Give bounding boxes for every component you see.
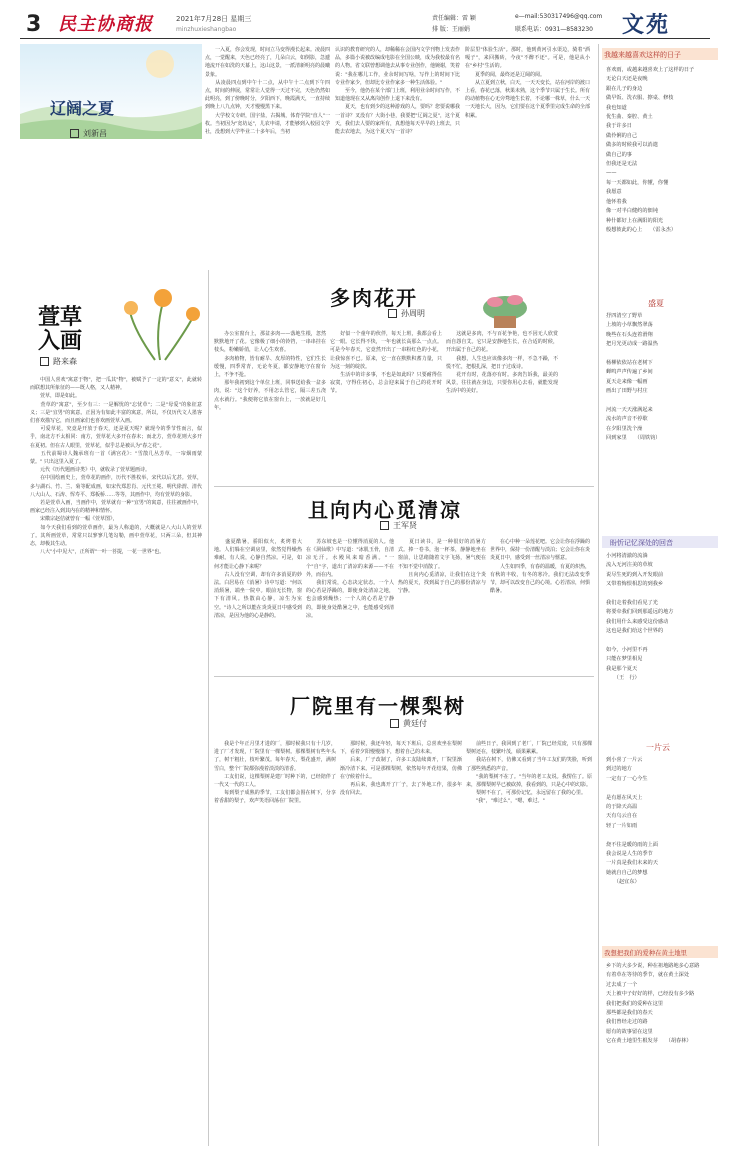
article-body-summer-col2: 认识的教育研究的人，却稀稀在会国内文学刊物上发表作品，多篇小说被改编成电影在全国公映，成为我校最有名的人物。省文联曾想调他去从事专业创作，他婉谢，笑着说："我在哪儿工作，业余时间写啥，写作上的时间下比专业作家少，但却比专业作家多一种生活体验。" 至今，他仍在某个部门上班，利用业余时间写作，不知道他现在又从离岗创作上退下来没有。 夏天，也有到少的这种游戏的人，要吗？您要说哪我一首诗？叉没有？大街小巷，我要把"辽阔之夏"，这个夏天，我们去人要的家所有，真想他每天早早的上班去，只能去农地去，为这个夏天写一首诗？ (335, 47, 460, 136)
poem-title-2: 盛夏 (648, 299, 664, 308)
poem-body-4: 到小喜了一片云 到过的地方 一定有了一心今生 是有愿在风天上 的于降天高温 天有乌云自在 轻了一片如雨 烧不住是暖的雨的上面 我会说是人生的季节 一片真是我们未来的天 她就自自己的梦想 （赵宜东） (606, 757, 658, 886)
layout-credit: 排 版：王丽娟 (432, 26, 470, 33)
article-author-summer (70, 128, 107, 139)
article-body-succulent-col2: 好似一个童年的伙伴，每天上班，我都会看上它一眼。它长得不快，一年也就长高那么一点点。可是今年春天，它竟然开出了一串粉红色的小花，让我惊喜不已。原来，它一直在默默积蓄力量，只为这一刻的绽放。 生活中的许多事，不也是如此吗？只要耐得住寂寞，守得住初心，总会迎来属于自己的花开时节。 (330, 331, 442, 395)
poem-title-4: 一片云 (646, 743, 670, 752)
author-name: 孙周明 (401, 309, 425, 318)
article-body-pear-col3: 前些日子，我回到了老厂，厂院已经荒废，只有那棵梨树还在，枝繁叶茂，硕果累累。 我站在树下，仿佛又看到了当年工友们的笑脸，听到了那些熟悉的声音。 "我的梨树不在了。"当年的老工友说。我愣住了。原来，那棵梨树早已被砍掉，我看到的，只是心中的幻影。 梨树不在了，可那份记忆，永远留在了我的心里。 "我"，"难过么"，"嗯，难过。" (466, 741, 592, 805)
article-author-pear (390, 718, 427, 729)
article-body-summer-col3: 阶层里"体验生活"。那时，他到黄河引水渠边，骑着"酒嘎子"，来回搬砖，今夜"不醉不还"。可是，他是从小在"乡村"生活的。 夏季的阅，最终还是辽阔的阅。 从立夏到立秋，白天，一天天变长，站在河岸的渡口上看，春花已落，秋果未熟，这个季节只属于生长。所有的动植物在心无旁骛地生长着，不论哪一株草，什么一天一天地长大，因为，它们要在这个夏季里完成生命的全部积累。 (465, 47, 590, 119)
author-name: 黄廷付 (403, 719, 427, 728)
succulent-illustration (470, 278, 540, 330)
section-title: 文苑 (622, 13, 671, 38)
article-body-pear-col2: 那时候，我还年轻，每天下班后，总喜欢坐在梨树下，看着夕阳慢慢落下，想着自己的未来。 后来，厂子改制了，许多工友陆续离开，厂院里渐渐冷清下来。可是那棵梨树，依然每年开花结果，仿佛在守候着什么。 再后来，我也离开了厂子，去了外地工作，很多年没有回去。 (340, 741, 462, 797)
brand-subtitle: minzhuxieshangbao (176, 26, 237, 33)
poem-title-3: 盼忻记忆深处的回音 (610, 539, 673, 547)
article-body-daylily: 中国人喜欢"寓意于物"，把一瓜其"物"，被赋予了一定的"意义"，此就转而联想其所象征的——既人格，又人精神。 萱草，即是如此。 萱草的"寓意"，至少有三：一是解忧的"忘忧草"；二是"母爱"的象征意义；三是"宜男"的寓意。正因为有如此丰富的寓意，所以，不仅历代文人墨客们喜欢描写它，而且画家们也喜欢画萱草入画。 可爱草花，究竟是开放于春天，还是夏天呢？就现今的季节性而言，似乎，南北方不太相同：南方，萱草花大多开在春末；而北方，萱草花则大多开在夏初。但在古人眼里，萱草花，似乎总是被认为"春之花"。 五代前蜀诗人魏承班有一首《满宫花》："雪散几丛芳草，一帘烟雨蒙蒙。" 只出这里入夏了。 元代《历代题画诗类》中，就收录了萱草题画诗。 在中国绘画史上，萱草花的画作，历代不胜枚举，宋代以后尤甚。萱草，多与湖石、竹、兰、菊等配成画，如宋代郑思肖、元代王冕、明代徐渭、清代八大山人、石涛、恽寿平、郑板桥……等等，其画作中，均有萱草的身影。 若是萱草入画，当画作中，萱草就有一种"宜男"的寓意，往往被画作中，画家已经注入到其内在的精神和情怀。 宋徽宗赵佶就曾有一幅《萱草图》， 如今天我们看到的萱草画作，最为人称道的，大概就是八大山人的萱草了。其所画萱草，常常只以寥寥几笔勾勒，画中萱草花，只两三朵，但其神态，却极其生动。 八大"小中见大"，正所谓"一叶一菩提，一花一世界"也。 (30, 377, 202, 556)
brand-title: 民主协商报 (58, 14, 153, 35)
article-title-succulent: 多肉花开 (330, 286, 418, 310)
article-body-cool-col3: 夏日读书，是一种很好的消暑方式。捧一卷书，泡一杯茶，静静地坐在窗前，让思绪随着文字飞扬，暑气便在不知不觉中消散了。 且向内心觅清凉，让我们在这个炎热的夏天，找到属于自己的那份清凉与宁静。 (398, 539, 486, 595)
article-body-summer-col1: 一入夏，你会发现，时间立马变得漫长起来。凌晨四点，一觉醒来，天色已经亮了，几朵白云，如倒影，急遽地流开在如洗的天幕上，这山这景，一派清新明亮的晨曦景象。 从凌晨四点到中午十二点，从中午十二点到下午四点，时间的伸展，常常让人觉得一天过不完，天色仍然如此明亮，到了傍晚时分，夕阳西下，晚霞满天，一直持续到晚上八九点钟，天才慢慢黑下来。 大学校文专研，国宇盐，古揭城，体育学院"直人"一枚。当初因为"宽坊运"，儿农申请，才能够到入校园文学社，没想到大学毕业二十多年后，当初 (205, 47, 330, 136)
article-title-daylily-a: 萱草 (38, 305, 83, 330)
article-body-succulent-col1: 办公室窗台上，那盆多肉——落地生根，忽然默默地开了花。它像极了细小的铃铛，一串串挂在枝头，粉嫩娇俏，让人心生欢喜。 多肉植物，皆有耐旱、皮厚的特性，它们生长缓慢，四季常青，无论冬夏，都安静地守在窗台上，不争不抢。 那年我初到这个单位上班，同事送给我一盆多肉，说："这个好养，不用怎么管它，隔三差五浇点水就行。"我便将它放在窗台上，一放就是好几年。 (214, 331, 326, 411)
article-title-cool: 且向内心觅清凉 (308, 498, 462, 522)
article-title-daylily-b: 入画 (38, 329, 83, 354)
author-name: 路来森 (53, 357, 77, 366)
article-author-cool (380, 520, 417, 531)
header-divider (20, 38, 710, 39)
poem-body-1: 喜欢雨，或越来越喜欢上了这样的日子 无论白天还是夜晚 跟在儿子的身边 做早饭、洗衣服、擦桌、修枝 我也知道 优生曲、秦腔、黄土 我于许多日 做伶俐的自己 做多的时候我可以消遣 做自己的事 但我还是无法 —— 每一天都如此，你懂，你懂 我愿意 他怀着我 像一对半白健约的佃钝 种什都好上在满阳的阳光 般想彼此的心上 （雷永杰） (606, 67, 695, 233)
section-divider-2 (214, 676, 594, 677)
masthead (0, 0, 730, 44)
daylily-illustration (115, 272, 205, 362)
article-title-summer: 辽阔之夏 (50, 99, 115, 118)
poem-title-5: 我想把我们的爱种在黄土地里 (604, 949, 688, 957)
page-number: 3 (26, 12, 42, 37)
contact-email: e—mail:530317496@qq.com (515, 13, 603, 20)
poem-title-1: 我越来越喜欢这样的日子 (604, 51, 681, 59)
author-name: 刘新昌 (83, 129, 107, 138)
column-divider-left (208, 270, 209, 1146)
article-author-daylily (40, 356, 77, 367)
section-divider-1 (214, 486, 594, 487)
summer-illustration (20, 44, 202, 139)
article-author-succulent (388, 308, 425, 319)
editor-credit: 责任编辑：雷 颖 (432, 15, 476, 22)
article-body-cool-col2: 苏东坡也是一位懂得消夏的人。他在《洞仙歌》中写道："冰肌玉骨，自清凉无汗。水殿风来暗香满。"一个"自"字，道出了清凉的来源——不在外，而在内。 我们常说，心态决定状态。一个人的心若是浮躁的，即使身处清凉之地，也会感到燥热；一个人的心若是宁静的，即使身处酷暑之中，也能感受到清凉。 (306, 539, 394, 619)
contact-phone: 联系电话：0931—8583230 (515, 26, 593, 33)
poem-body-2: 抒四清空了野草 上坡的小草飘然翠荡 晚些在石头连着滑翔 把月光更动成一路温热 杨柳依依站在老树下 蝉鸣声声传遍了乡间 夏天走来像一幅画 画出了田野与村庄 河流一天天涨满起来 流水的声音不停歇 在夕阳里洗个澡 回到家里 （周铁钧） (606, 313, 661, 442)
poem-body-5: 乡下的大多少说，种在祖地路地多心意路 有着草在等待的季节，就在黄土深处 过去成了一个 天上被中子好好的样，已经没有多少路 我们把我们的爱种在这里 那些都是我们的春天 我们曾经走过的路 愿有的故事留在这里 它在黄土地里生根发芽 （胡春林） (606, 963, 700, 1045)
author-name: 王军贤 (393, 521, 417, 530)
article-body-cool-col1: 盛夏酷暑，骄阳似火，炙烤着大地。人们躲在空调房里，依然觉得燥热难耐。有人说，心静自然凉。可是，如何才能让心静下来呢？ 古人没有空调，却有许多消夏的妙法。白居易在《消暑》诗中写道："何以消烦暑，端坐一院中。眼前无长物，窗下有清风。热散由心静，凉生为室空。"诗人之所以能在炎炎夏日中感受到清凉，是因为他的心是静的。 (214, 539, 302, 619)
poem-body-3: 小河将清澈的流淌 流入无河注美的草坡 说尽生死的到入开发眼前 又带着悔恨相思的到我乡 我们走着我们看见了光 将要牵我们回到那遥远的地方 我们用什么来感受这份感动 这也是我们给这个世界的 如今，小河里不再 只能在梦里相见 我是那个夏天 （王 行） (606, 553, 674, 682)
issue-date: 2021年7月28日 星期三 (176, 15, 252, 23)
article-body-succulent-col3: 这就是多肉，不与百花争艳，也不因无人欣赏而自怨自艾。它只是安静地生长，在合适的时候，开出属于自己的花。 我想，人生也应该像多肉一样，不急不躁，不慌不忙，把根扎深，把日子过成诗。 花开有时，花落亦有时。多肉告诉我，最美的风景，往往就在身边，只要你用心去看，就能发现生活中的美好。 (446, 331, 558, 395)
article-title-pear: 厂院里有一棵梨树 (290, 694, 466, 718)
article-body-cool-col4: 在心中种一朵莲花吧。它会让你在浮躁的世界中，保持一份清醒与淡泊；它会让你在炎炎夏日中，感受到一丝清凉与惬意。 人生如四季，有春的温暖，有夏的炽热，有秋的丰收，有冬的寒冷。我们无法改变季节，却可以改变自己的心境。心若清凉，何惧酷暑。 (490, 539, 590, 595)
column-divider-right (598, 44, 599, 1146)
article-body-pear-col1: 我是个年正月里才进的厂，那时候我只有十几岁，进了厂才发现，厂院里有一棵梨树。那棵梨树有些年头了，树干粗壮，枝叶繁茂。每年春天，梨花盛开，满树雪白，整个厂院都弥漫着淡淡的清香。 工友们说，这棵梨树是建厂时种下的，已经陪伴了一代又一代的工人。 每到梨子成熟的季节，工友们都会围在树下，分享着香甜的梨子，欢声笑语回荡在厂院里。 (214, 741, 336, 805)
